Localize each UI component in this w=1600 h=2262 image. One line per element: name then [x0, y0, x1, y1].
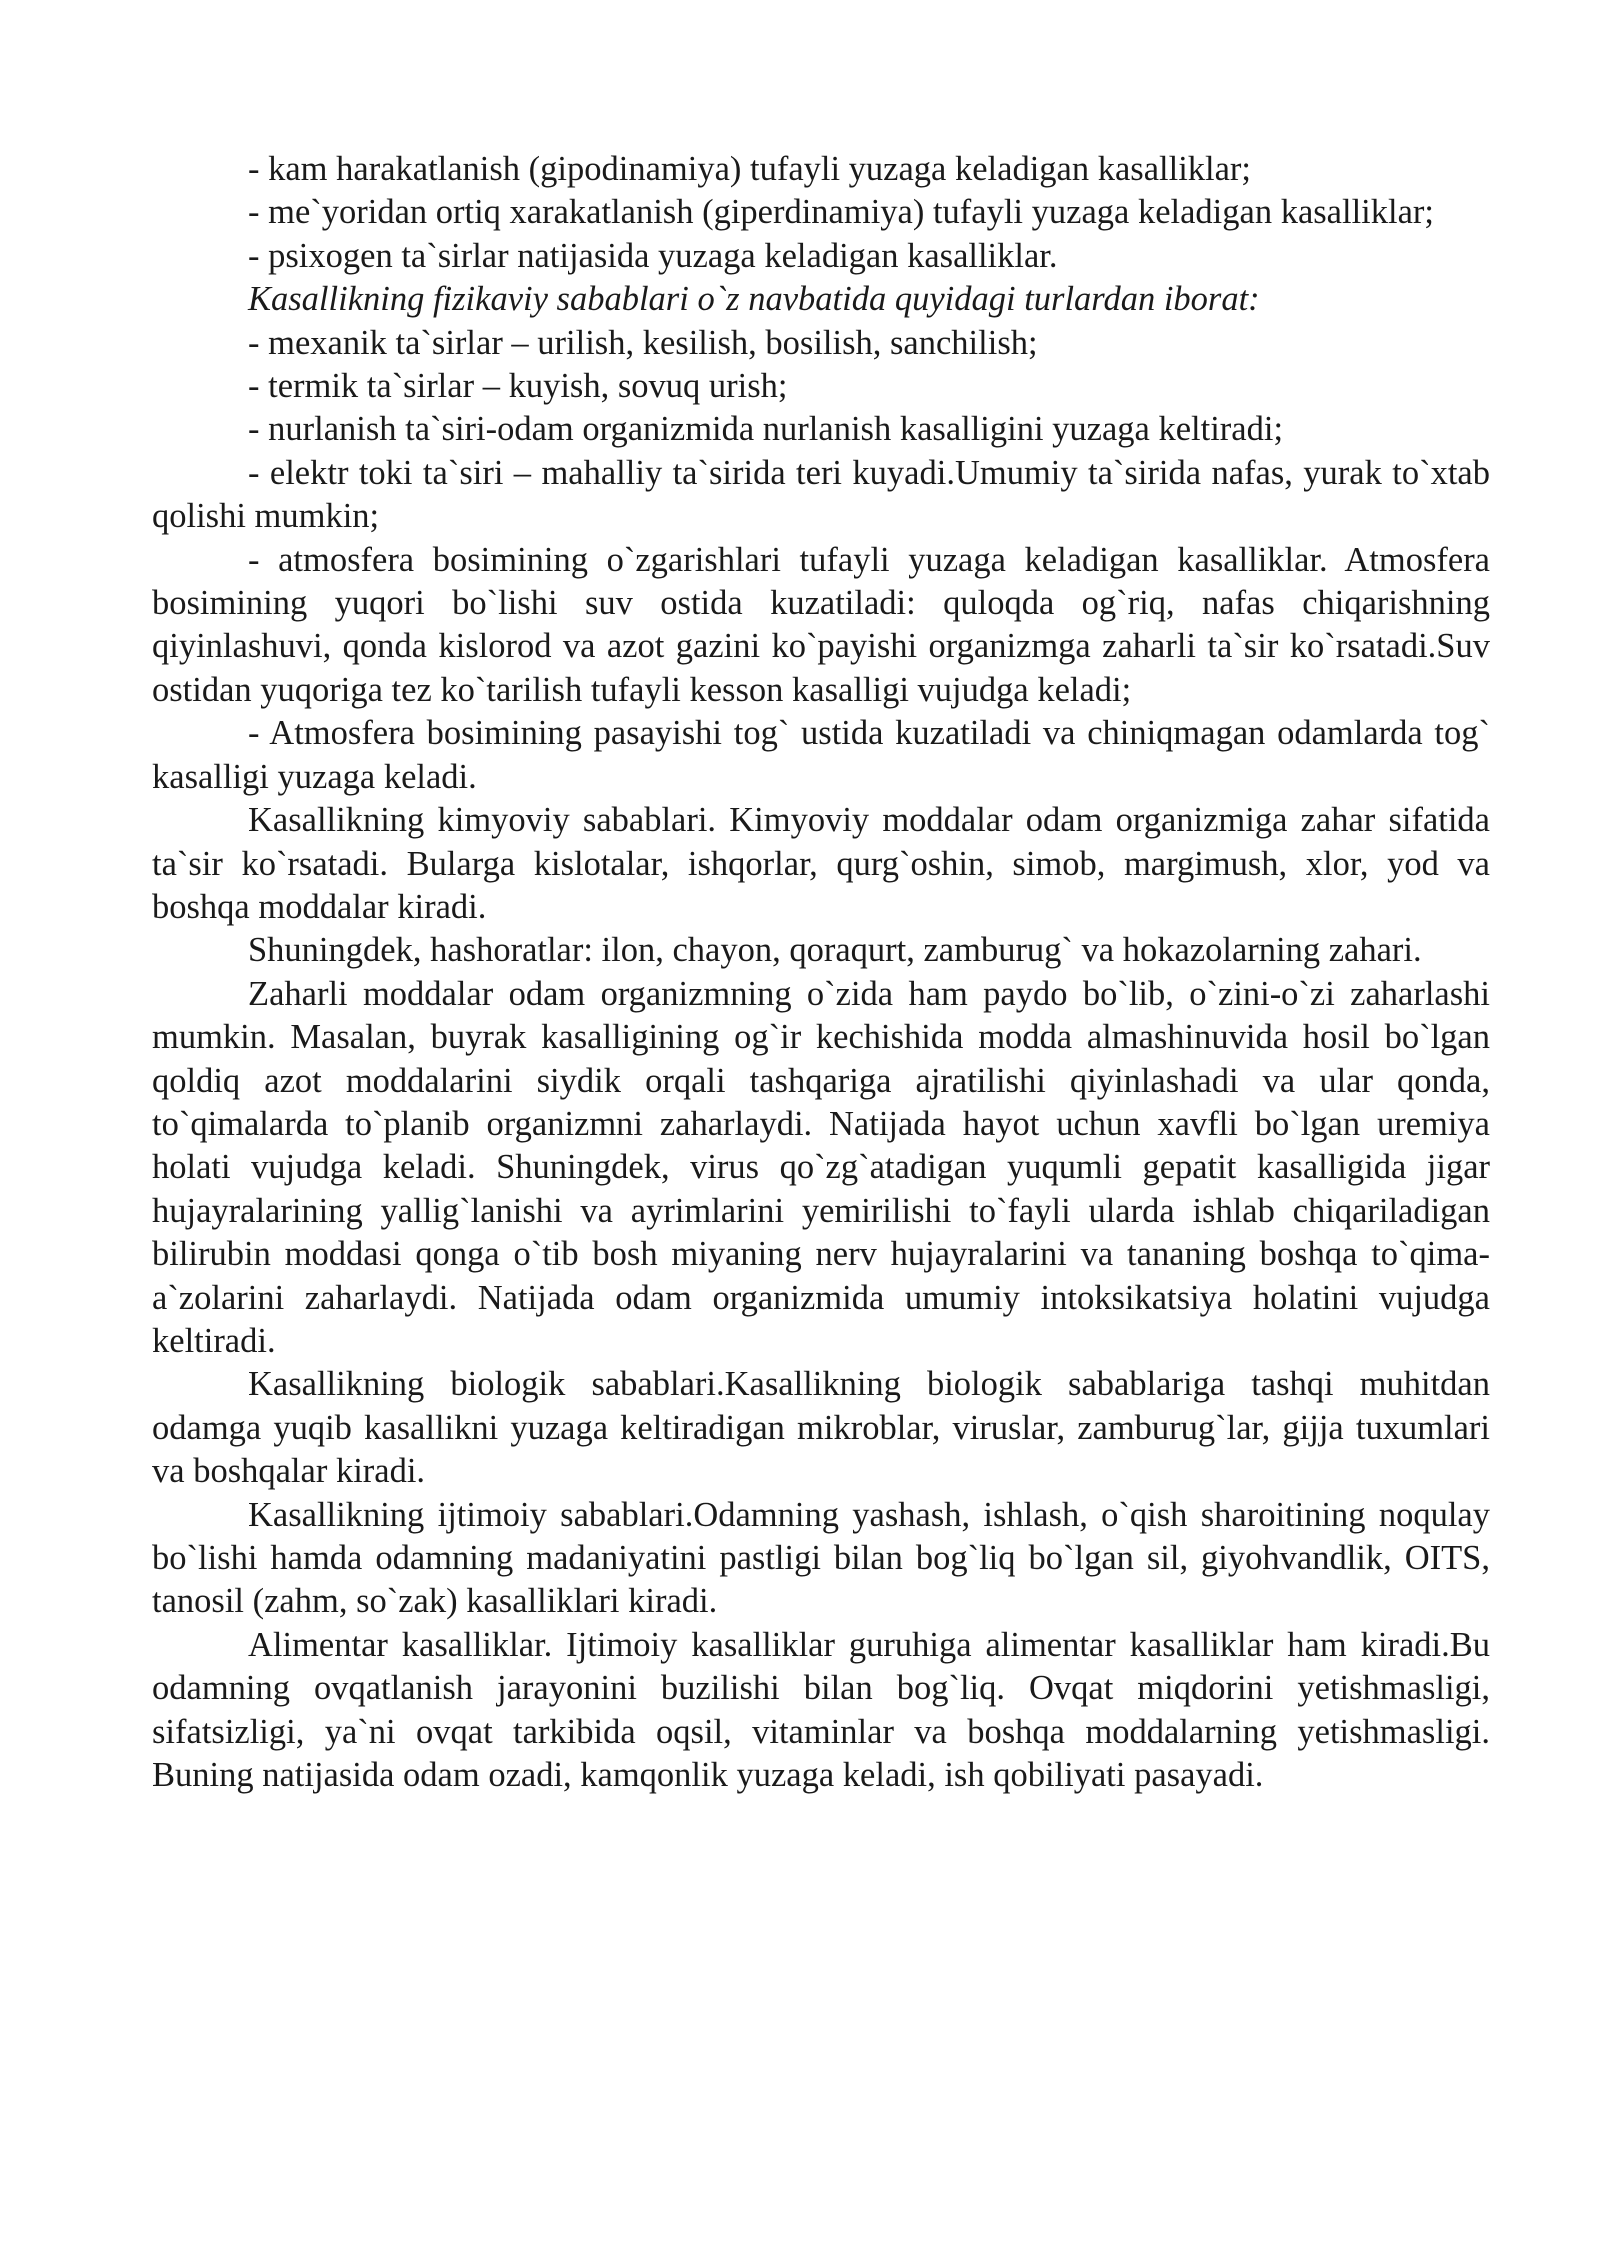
paragraph-radiation: - nurlanish ta`siri-odam organizmida nurlanish kasalligini yuzaga keltiradi;	[248, 410, 1284, 449]
paragraph-self-poisoning: Zaharli moddalar odam organizmning o`zida ham paydo bo`lib, o`zini-o`zi zaharlashi mumkin. Masalan, buyrak kasalligining og`ir kechishida modda almashinuvida hosil bo`lgan qoldiq azot moddalarini siydik orqali tashqariga ajratilishi qiyinlashadi va ular qonda, to`qimalarda to`planib organizmni zaharlaydi. Natijada hayot uchun xavfli bo`lgan uremiya holati vujudga keladi. Shuningdek, virus qo`zg`atadigan yuqumli gepatit kasalligida jigar hujayralarining yallig`lanishi va ayrimlarini yemirilishi to`fayli ularda ishlab chiqariladigan bilirubin moddasi qonga o`tib bosh miyaning nerv hujayralarini va tananing boshqa to`qima-a`zolarini zaharlaydi. Natijada odam organizmida umumiy intoksikatsiya holatini vujudga keltiradi.	[152, 974, 1490, 1360]
paragraph-physical-causes-heading: Kasallikning fizikaviy sabablari o`z navbatida quyidagi turlardan iborat:	[248, 280, 1260, 319]
paragraph-atmospheric-pressure: - atmosfera bosimining o`zgarishlari tufayli yuzaga keladigan kasalliklar. Atmosfera bosimining yuqori bo`lishi suv ostida kuzatiladi: quloqda og`riq, nafas chiqarishning qiyinlashuvi, qonda kislorod va azot gazini ko`payishi organizmga zaharli ta`sir ko`rsatadi.Suv ostidan yuqoriga tez ko`tarilish tufayli kesson kasalligi vujudga keladi;	[152, 540, 1490, 709]
paragraph-alimentary-diseases: Alimentar kasalliklar. Ijtimoiy kasalliklar guruhiga alimentar kasalliklar ham kiradi.Bu odamning ovqatlanish jarayonini buzilishi bilan bog`liq. Ovqat miqdorini yetishmasligi, sifatsizligi, ya`ni ovqat tarkibida oqsil, vitaminlar va boshqa moddalarning yetishmasligi. Buning natijasida odam ozadi, kamqonlik yuzaga keladi, ish qobiliyati pasayadi.	[152, 1625, 1490, 1795]
paragraph-thermal: - termik ta`sirlar – kuyish, sovuq urish;	[248, 367, 788, 406]
document-page	[152, 148, 1490, 1797]
paragraph-psychogenic: - psixogen ta`sirlar natijasida yuzaga keladigan kasalliklar.	[248, 236, 1058, 275]
paragraph-hypodynamia: - kam harakatlanish (gipodinamiya) tufayli yuzaga keladigan kasalliklar;	[248, 150, 1252, 188]
paragraph-insects: Shuningdek, hashoratlar: ilon, chayon, qoraqurt, zamburug` va hokazolarning zahari.	[248, 931, 1422, 970]
paragraph-hyperdynamia: - me`yoridan ortiq xarakatlanish (giperdinamiya) tufayli yuzaga keladigan kasalliklar;	[248, 193, 1434, 232]
paragraph-chemical-causes: Kasallikning kimyoviy sabablari. Kimyoviy moddalar odam organizmiga zahar sifatida ta`sir ko`rsatadi. Bularga kislotalar, ishqorlar, qurg`oshin, simob, margimush, xlor, yod va boshqa moddalar kiradi.	[152, 801, 1490, 926]
paragraph-social-causes: Kasallikning ijtimoiy sabablari.Odamning yashash, ishlash, o`qish sharoitining noqulay bo`lishi hamda odamning madaniyatini pastligi bilan bog`liq bo`lgan sil, giyohvandlik, OITS, tanosil (zahm, so`zak) kasalliklari kiradi.	[152, 1495, 1490, 1621]
paragraph-biological-causes: Kasallikning biologik sabablari.Kasallikning biologik sabablariga tashqi muhitdan odamga yuqib kasallikni yuzaga keltiradigan mikroblar, viruslar, zamburug`lar, gijja tuxumlari va boshqalar kiradi.	[152, 1365, 1490, 1491]
paragraph-electric-current: - elektr toki ta`siri – mahalliy ta`sirida teri kuyadi.Umumiy ta`sirida nafas, yurak to`xtab qolishi mumkin;	[152, 453, 1490, 536]
paragraph-mechanical: - mexanik ta`sirlar – urilish, kesilish, bosilish, sanchilish;	[248, 323, 1038, 362]
paragraph-mountain-sickness: - Atmosfera bosimining pasayishi tog` ustida kuzatiladi va chiniqmagan odamlarda tog` kasalligi yuzaga keladi.	[152, 714, 1490, 796]
